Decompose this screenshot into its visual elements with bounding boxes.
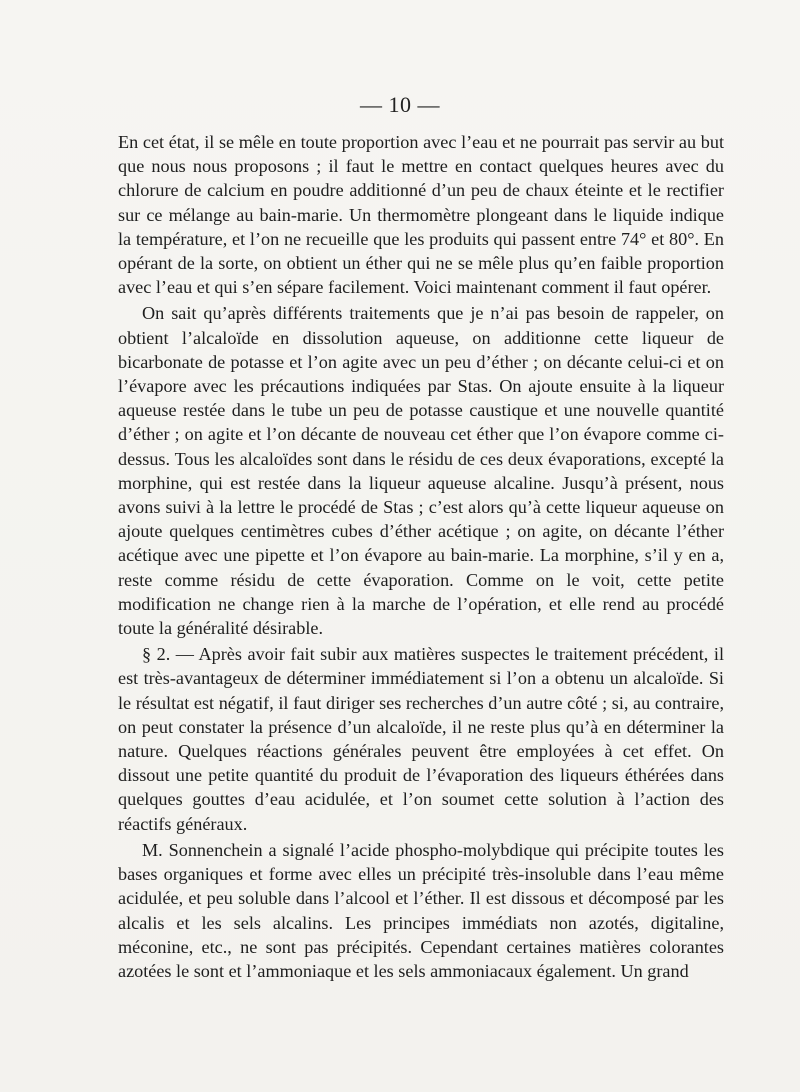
- paragraph-1: En cet état, il se mêle en toute proportion avec l’eau et ne pourrait pas servir au but que nous nous proposons ; il faut le mettre en contact quelques heures avec du chlorure de calcium en poudre additionné d’un peu de chaux éteinte et le rectifier sur ce mélange au bain-marie. Un thermomètre plongeant dans le liquide indique la température, et l’on ne recueille que les produits qui passent entre 74° et 80°. En opérant de la sorte, on obtient un éther qui ne se mêle plus qu’en faible proportion avec l’eau et qui s’en sépare facilement. Voici maintenant comment il faut opérer.: [118, 132, 724, 298]
- paragraph-2: On sait qu’après différents traitements que je n’ai pas besoin de rappeler, on obtient l’alcaloïde en dissolution aqueuse, on additionne cette liqueur de bicarbonate de potasse et l’on agite avec un peu d’éther ; on décante celui-ci et on l’évapore avec les précautions indiquées par Stas. On ajoute ensuite à la liqueur aqueuse restée dans le tube un peu de potasse caustique et une nouvelle quantité d’éther ; on agite et l’on décante de nouveau cet éther que l’on évapore comme ci-dessus. Tous les alcaloïdes sont dans le résidu de ces deux évaporations, excepté la morphine, qui est restée dans la liqueur aqueuse alcaline. Jusqu’à présent, nous avons suivi à la lettre le procédé de Stas ; c’est alors qu’à cette liqueur aqueuse on ajoute quelques centimètres cubes d’éther acétique ; on agite, on décante l’éther acétique avec une pipette et l’on évapore au bain-marie. La morphine, s’il y en a, reste comme résidu de cette évaporation. Comme on le voit, cette petite modification ne change rien à la marche de l’opération, et elle rend au procédé toute la généralité désirable.: [118, 303, 724, 639]
- body-text: [118, 130, 724, 983]
- paragraph-3: § 2. — Après avoir fait subir aux matières suspectes le traitement précédent, il est très-avantageux de déterminer immédiatement si l’on a obtenu un alcaloïde. Si le résultat est négatif, il faut diriger ses recherches d’un autre côté ; si, au contraire, on peut constater la présence d’un alcaloïde, il ne reste plus qu’à en déterminer la nature. Quelques réactions générales peuvent être employées à cet effet. On dissout une petite quantité du produit de l’évaporation des liqueurs éthérées dans quelques gouttes d’eau acidulée, et l’on soumet cette solution à l’action des réactifs généraux.: [118, 644, 724, 834]
- page-number: — 10 —: [360, 92, 440, 117]
- paragraph-4: M. Sonnenchein a signalé l’acide phospho-molybdique qui précipite toutes les bases organiques et forme avec elles un précipité très-insoluble dans l’eau même acidulée, et peu soluble dans l’alcool et l’éther. Il est dissous et décomposé par les alcalis et les sels alcalins. Les principes immédiats non azotés, digitaline, méconine, etc., ne sont pas précipités. Cependant certaines matières colorantes azotées le sont et l’ammoniaque et les sels ammoniacaux également. Un grand: [118, 839, 724, 981]
